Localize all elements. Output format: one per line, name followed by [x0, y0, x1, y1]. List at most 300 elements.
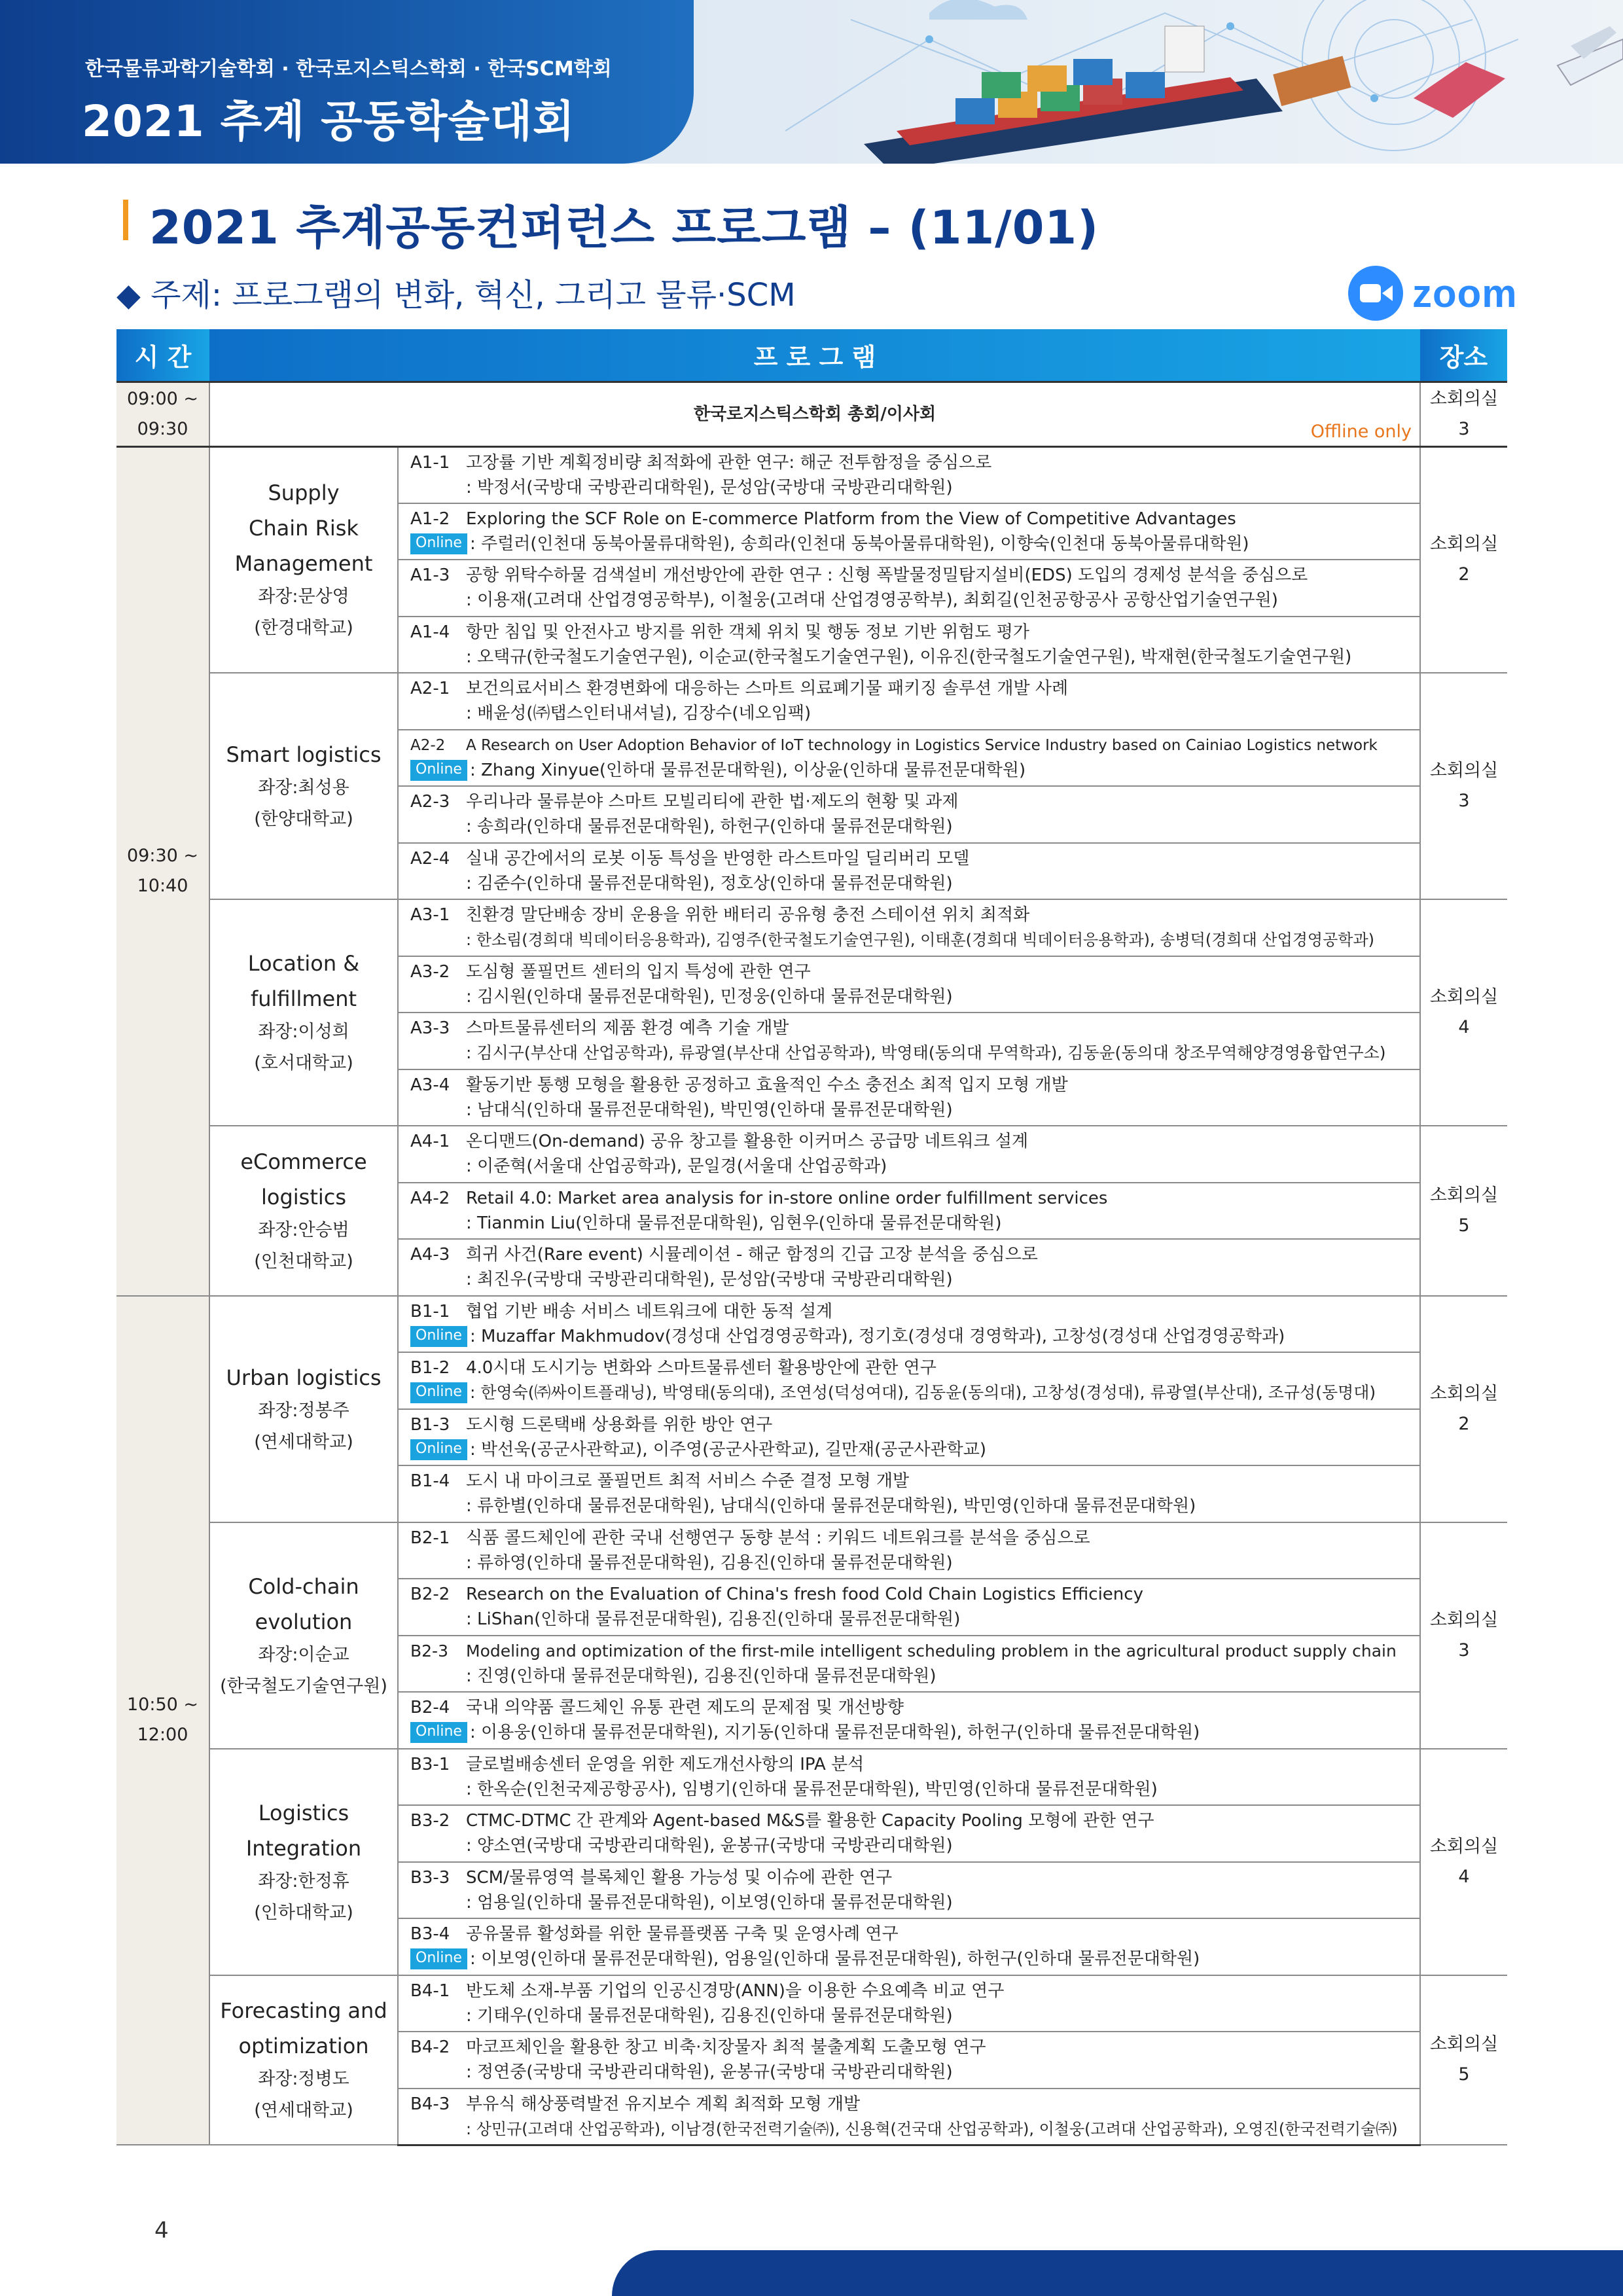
paper-title-line — [410, 1355, 1412, 1380]
paper-title: 실내 공간에서의 로봇 이동 특성을 반영한 라스트마일 딜리버리 모델 — [466, 848, 970, 869]
room-text: 소회의실 — [1429, 1185, 1499, 1206]
author-indent — [410, 1098, 466, 1122]
paper-title-line — [410, 1865, 1412, 1890]
author-indent — [410, 645, 466, 670]
paper-code: B1-3 — [410, 1414, 450, 1435]
author-indent — [410, 1664, 466, 1689]
paper-authors-line — [410, 1267, 1412, 1292]
paper-title: 항만 침입 및 안전사고 방지를 위한 객체 위치 및 행동 정보 기반 위험도 평가 — [466, 622, 1029, 642]
author-indent — [410, 1154, 466, 1179]
author-indent — [410, 1607, 466, 1632]
room-text: 4 — [1458, 1017, 1470, 1037]
paper-authors-line — [410, 531, 1412, 556]
paper-cell — [398, 560, 1420, 617]
paper-cell — [398, 1126, 1420, 1183]
paper-code: A2-1 — [410, 679, 450, 699]
paper-code: A1-4 — [410, 622, 450, 642]
paper-title: Modeling and optimization of the first-mile intelligent scheduling problem in the agricultural product supply chain — [466, 1641, 1397, 1660]
paper-code: A1-2 — [410, 509, 450, 529]
paper-code: B1-2 — [410, 1358, 450, 1378]
paper-title: 마코프체인을 활용한 창고 비축·치장물자 최적 불출계획 도출모형 연구 — [466, 2037, 986, 2058]
paper-code: B4-3 — [410, 2094, 450, 2114]
session-chair: (호서대학교) — [254, 1053, 353, 1073]
table-row — [116, 1296, 1507, 1353]
room-cell — [1420, 1126, 1507, 1296]
paper-cell — [398, 2032, 1420, 2089]
paper-authors: : 이준혁(서울대 산업공학과), 문일경(서울대 산업공학과) — [466, 1157, 887, 1177]
paper-cell — [398, 673, 1420, 730]
session-chair: 좌장:이순교 — [258, 1644, 349, 1665]
paper-authors-line — [410, 1890, 1412, 1915]
session-name: Chain Risk — [249, 516, 359, 541]
room-text: 소회의실 — [1429, 1609, 1499, 1630]
paper-authors: : 박정서(국방대 국방관리대학원), 문성암(국방대 국방관리대학원) — [466, 477, 953, 497]
session-name: Integration — [245, 1835, 362, 1861]
session-cell — [209, 446, 398, 673]
paper-authors-line — [410, 2003, 1412, 2028]
conference-title: 2021 추계 공동학술대회 — [82, 96, 575, 147]
paper-authors: : 김시구(부산대 산업공학과), 류광열(부산대 산업공학과), 박영태(동의대 무역학과), 김동윤(동의대 창조무역해양경영융합연구소) — [466, 1043, 1386, 1063]
paper-title: 공유물류 활성화를 위한 물류플랫폼 구축 및 운영사례 연구 — [466, 1924, 899, 1945]
paper-authors-line — [410, 1946, 1412, 1971]
paper-code: A3-3 — [410, 1018, 450, 1039]
session-name: Location & — [247, 951, 360, 976]
table-header-row — [116, 329, 1507, 382]
time-text: 09:30 — [137, 418, 188, 439]
paper-authors: : Muzaffar Makhmudov(경성대 산업경영공학과), 정기호(경성대 경영학과), 고창성(경성대 산업경영공학과) — [469, 1326, 1285, 1346]
paper-title-line — [410, 507, 1412, 531]
paper-cell — [398, 1692, 1420, 1749]
paper-authors: : LiShan(인하대 물류전문대학원), 김용진(인하대 물류전문대학원) — [466, 1609, 961, 1630]
paper-authors-line — [410, 927, 1412, 952]
author-indent — [410, 475, 466, 500]
paper-authors-line — [410, 1494, 1412, 1518]
table-row — [116, 1126, 1507, 1183]
paper-cell — [398, 1013, 1420, 1069]
header-room: 장소 — [1420, 329, 1507, 382]
paper-authors-line — [410, 2117, 1412, 2142]
paper-title: 공항 위탁수하물 검색설비 개선방안에 관한 연구 : 신형 폭발물정밀탐지설비(EDS) 도입의 경제성 분석을 중심으로 — [466, 565, 1308, 586]
session-chair: (인천대학교) — [254, 1251, 353, 1272]
session-cell — [209, 673, 398, 899]
zoom-camera-icon — [1348, 266, 1403, 321]
paper-cell — [398, 1296, 1420, 1353]
room-text: 소회의실 — [1429, 987, 1499, 1007]
time-text: 09:30 ~ — [126, 846, 198, 866]
paper-authors: : 이용재(고려대 산업경영공학부), 이철웅(고려대 산업경영공학부), 최회길(인천공항공사 공항산업기술연구원) — [466, 590, 1278, 611]
paper-cell — [398, 730, 1420, 787]
paper-cell — [398, 1409, 1420, 1466]
session-chair: (한국철도기술연구원) — [220, 1676, 387, 1696]
paper-title: A Research on User Adoption Behavior of IoT technology in Logistics Service Industry based on Cainiao Logistics network — [466, 736, 1378, 754]
paper-cell — [398, 786, 1420, 843]
paper-title-line — [410, 450, 1412, 475]
paper-title-line — [410, 1752, 1412, 1777]
paper-authors: : 정연중(국방대 국방관리대학원), 윤봉규(국방대 국방관리대학원) — [466, 2062, 953, 2083]
author-indent — [410, 1211, 466, 1236]
time-cell — [116, 1296, 209, 2145]
paper-authors-line — [410, 2060, 1412, 2085]
paper-authors-line — [410, 1551, 1412, 1575]
room-text: 5 — [1458, 1215, 1470, 1236]
author-indent — [410, 2060, 466, 2085]
room-cell — [1420, 673, 1507, 899]
session-chair: (한경대학교) — [254, 618, 353, 639]
session-chair: 좌장:정병도 — [258, 2069, 349, 2090]
session-name: Cold-chain — [248, 1573, 359, 1599]
paper-title: 도심형 풀필먼트 센터의 입지 특성에 관한 연구 — [466, 961, 811, 982]
online-badge: Online — [410, 760, 467, 781]
paper-code: A1-1 — [410, 452, 450, 473]
room-text: 소회의실 — [1429, 761, 1499, 781]
paper-title: 온디맨드(On-demand) 공유 창고를 활용한 이커머스 공급망 네트워크 설계 — [466, 1132, 1029, 1152]
session-chair: (연세대학교) — [254, 2100, 353, 2121]
paper-title: CTMC-DTMC 간 관계와 Agent-based M&S를 활용한 Capacity Pooling 모형에 관한 연구 — [466, 1811, 1154, 1831]
time-text: 10:40 — [137, 876, 188, 896]
table-row — [116, 1975, 1507, 2032]
session-cell — [209, 1975, 398, 2145]
paper-code: B2-2 — [410, 1585, 450, 1605]
paper-authors: : Zhang Xinyue(인하대 물류전문대학원), 이상윤(인하대 물류전문대학원) — [469, 760, 1026, 780]
room-text: 3 — [1458, 791, 1470, 811]
time-text: 12:00 — [137, 1725, 188, 1746]
paper-title-line — [410, 1129, 1412, 1154]
paper-code: A2-4 — [410, 848, 450, 869]
session-chair: 좌장:한정휴 — [258, 1871, 349, 1892]
author-indent — [410, 1041, 466, 1066]
paper-cell — [398, 1918, 1420, 1975]
author-indent — [410, 984, 466, 1009]
paper-title-line — [410, 1412, 1412, 1437]
session-name: fulfillment — [250, 986, 357, 1011]
paper-authors: : 한옥순(인천국제공항공사), 임병기(인하대 물류전문대학원), 박민영(인하대 물류전문대학원) — [466, 1779, 1158, 1799]
session-name: Forecasting and — [220, 1998, 387, 2024]
paper-authors-line — [410, 814, 1412, 839]
paper-title-line — [410, 1186, 1412, 1211]
paper-authors-line — [410, 1607, 1412, 1632]
paper-authors: : 주럴러(인천대 동북아물류대학원), 송희라(인천대 동북아물류대학원), 이향숙(인천대 동북아물류대학원) — [469, 533, 1249, 554]
paper-code: B1-1 — [410, 1301, 450, 1321]
paper-authors: : 류하영(인하대 물류전문대학원), 김용진(인하대 물류전문대학원) — [466, 1552, 953, 1573]
room-cell — [1420, 899, 1507, 1126]
session-cell — [209, 1296, 398, 1522]
paper-code: B4-2 — [410, 2037, 450, 2058]
paper-title-line — [410, 1922, 1412, 1946]
table-row — [116, 673, 1507, 730]
paper-authors-line — [410, 1324, 1412, 1349]
paper-code: A2-3 — [410, 792, 450, 812]
header-time: 시 간 — [116, 329, 209, 382]
session-name: eCommerce — [240, 1149, 367, 1174]
paper-title-line — [410, 846, 1412, 871]
room-text: 3 — [1458, 1640, 1470, 1660]
paper-title: 고장률 기반 계획정비량 최적화에 관한 연구: 해군 전투함정을 중심으로 — [466, 452, 992, 473]
paper-title: 반도체 소재-부품 기업의 인공신경망(ANN)을 이용한 수요예측 비교 연구 — [466, 1981, 1005, 2001]
paper-authors-line — [410, 984, 1412, 1009]
paper-title-line — [410, 903, 1412, 927]
author-indent — [410, 2003, 466, 2028]
paper-code: B3-2 — [410, 1811, 450, 1831]
paper-authors: : 양소연(국방대 국방관리대학원), 윤봉규(국방대 국방관리대학원) — [466, 1836, 953, 1856]
online-badge: Online — [410, 1382, 467, 1403]
header-program: 프 로 그 램 — [209, 329, 1420, 382]
paper-title-line — [410, 676, 1412, 701]
session-chair: (한양대학교) — [254, 809, 353, 829]
paper-title-line — [410, 1639, 1412, 1664]
paper-title-line — [410, 1016, 1412, 1041]
paper-title-line — [410, 1526, 1412, 1551]
page-header — [0, 0, 1623, 164]
paper-cell — [398, 617, 1420, 673]
session-chair: 좌장:정봉주 — [258, 1400, 349, 1421]
session-cell — [209, 1522, 398, 1749]
paper-code: A1-3 — [410, 565, 450, 586]
paper-title: 국내 의약품 콜드체인 유통 관련 제도의 문제점 및 개선방향 — [466, 1698, 904, 1718]
room-text: 소회의실 — [1429, 388, 1499, 409]
paper-code: B3-1 — [410, 1754, 450, 1774]
paper-title: 우리나라 물류분야 스마트 모빌리티에 관한 법·제도의 현황 및 과제 — [466, 792, 959, 812]
room-text: 2 — [1458, 564, 1470, 585]
paper-authors: : 김시원(인하대 물류전문대학원), 민정웅(인하대 물류전문대학원) — [466, 986, 953, 1007]
online-badge: Online — [410, 1948, 467, 1969]
paper-authors: : 송희라(인하대 물류전문대학원), 하헌구(인하대 물류전문대학원) — [466, 817, 953, 837]
paper-cell — [398, 1579, 1420, 1636]
author-indent — [410, 871, 466, 896]
paper-code: A4-2 — [410, 1188, 450, 1208]
paper-cell — [398, 1805, 1420, 1862]
paper-title-line — [410, 789, 1412, 814]
paper-title-line — [410, 1073, 1412, 1098]
paper-title-line — [410, 1808, 1412, 1833]
online-badge: Online — [410, 1439, 467, 1460]
zoom-logo — [1348, 266, 1518, 321]
table-row — [116, 1522, 1507, 1579]
paper-code: A2-2 — [410, 736, 446, 754]
paper-authors-line — [410, 1777, 1412, 1802]
paper-authors-line — [410, 1211, 1412, 1236]
paper-authors-line — [410, 758, 1412, 783]
session-name: Smart logistics — [226, 742, 382, 767]
offline-only-note: Offline only — [1310, 421, 1412, 442]
paper-title: SCM/물류영역 블록체인 활용 가능성 및 이슈에 관한 연구 — [466, 1867, 893, 1888]
paper-authors: : 남대식(인하대 물류전문대학원), 박민영(인하대 물류전문대학원) — [466, 1100, 953, 1120]
room-cell — [1420, 1975, 1507, 2145]
paper-authors: : 최진우(국방대 국방관리대학원), 문성암(국방대 국방관리대학원) — [466, 1270, 953, 1290]
room-cell — [1420, 382, 1507, 446]
paper-cell — [398, 1465, 1420, 1522]
room-text: 소회의실 — [1429, 1383, 1499, 1404]
session-chair: 좌장:안승범 — [258, 1219, 349, 1240]
paper-authors: : 엄용일(인하대 물류전문대학원), 이보영(인하대 물류전문대학원) — [466, 1892, 953, 1912]
paper-cell — [398, 1862, 1420, 1919]
paper-code: A3-1 — [410, 905, 450, 925]
paper-title-line — [410, 1979, 1412, 2003]
table-row — [116, 899, 1507, 956]
time-text: 09:00 ~ — [126, 388, 198, 409]
paper-authors: : 상민규(고려대 산업공학과), 이남경(한국전력기술㈜), 신용혁(건국대 산업공학과), 이철웅(고려대 산업공학과), 오영진(한국전력기술㈜) — [466, 2119, 1398, 2138]
session-chair: (연세대학교) — [254, 1431, 353, 1452]
paper-title: 도시형 드론택배 상용화를 위한 방안 연구 — [466, 1414, 773, 1435]
author-indent — [410, 1494, 466, 1518]
footer-band — [612, 2250, 1623, 2296]
paper-title-line — [410, 563, 1412, 588]
session-name: Management — [234, 551, 373, 577]
paper-cell — [398, 503, 1420, 560]
table-row — [116, 1749, 1507, 1806]
paper-code: B1-4 — [410, 1471, 450, 1492]
paper-title-line — [410, 2092, 1412, 2117]
paper-title: Exploring the SCF Role on E-commerce Platform from the View of Competitive Advantages — [466, 509, 1236, 529]
paper-authors: : 류한별(인하대 물류전문대학원), 남대식(인하대 물류전문대학원), 박민영(인하대 물류전문대학원) — [466, 1496, 1196, 1516]
author-indent — [410, 1890, 466, 1915]
paper-code: A3-4 — [410, 1075, 450, 1095]
paper-title: 친환경 말단배송 장비 운용을 위한 배터리 공유형 충전 스테이션 위치 최적화 — [466, 905, 1030, 925]
paper-title: Research on the Evaluation of China's fresh food Cold Chain Logistics Efficiency — [466, 1585, 1143, 1605]
program-title-text: 2021 추계공동컨퍼런스 프로그램 – (11/01) — [149, 201, 1099, 255]
paper-authors-line — [410, 1720, 1412, 1745]
paper-title: 도시 내 마이크로 풀필먼트 최적 서비스 수준 결정 모형 개발 — [466, 1471, 910, 1492]
paper-code: B3-3 — [410, 1867, 450, 1888]
session-chair: 좌장:최성용 — [258, 778, 349, 798]
paper-cell — [398, 1352, 1420, 1409]
paper-code: B3-4 — [410, 1924, 450, 1945]
author-indent — [410, 701, 466, 726]
program-title — [123, 191, 1099, 257]
paper-title: 글로벌배송센터 운영을 위한 제도개선사항의 IPA 분석 — [466, 1754, 865, 1774]
paper-code: A3-2 — [410, 961, 450, 982]
time-text: 10:50 ~ — [126, 1695, 198, 1715]
paper-authors: : 배윤성(㈜탭스인터내셔널), 김장수(네오임팩) — [466, 704, 812, 724]
session-chair: (인하대학교) — [254, 1902, 353, 1923]
paper-title: 스마트물류센터의 제품 환경 예측 기술 개발 — [466, 1018, 789, 1039]
room-cell — [1420, 1522, 1507, 1749]
paper-cell — [398, 899, 1420, 956]
paper-title: Retail 4.0: Market area analysis for in-store online order fulfillment services — [466, 1188, 1108, 1208]
paper-title-line — [410, 1582, 1412, 1607]
session-name: logistics — [260, 1184, 347, 1210]
paper-authors: : 김준수(인하대 물류전문대학원), 정호상(인하대 물류전문대학원) — [466, 873, 953, 893]
paper-authors-line — [410, 1041, 1412, 1066]
program-theme: ◆ 주제: 프로그램의 변화, 혁신, 그리고 물류·SCM — [116, 277, 796, 314]
time-cell — [116, 382, 209, 446]
room-cell — [1420, 446, 1507, 673]
program-table — [116, 329, 1507, 2146]
author-indent — [410, 1267, 466, 1292]
paper-title-line — [410, 733, 1412, 758]
paper-cell — [398, 1239, 1420, 1296]
room-text: 소회의실 — [1429, 534, 1499, 555]
paper-authors-line — [410, 588, 1412, 613]
paper-authors-line — [410, 1437, 1412, 1462]
paper-authors: : 한소림(경희대 빅데이터응용학과), 김영주(한국철도기술연구원), 이태훈(경희대 빅데이터응용학과), 송병덕(경희대 산업경영공학과) — [466, 931, 1375, 950]
session-name: Urban logistics — [226, 1365, 382, 1390]
author-indent — [410, 1833, 466, 1858]
paper-title: 보건의료서비스 환경변화에 대응하는 스마트 의료폐기물 패키징 솔루션 개발 사례 — [466, 679, 1069, 699]
paper-code: B2-1 — [410, 1528, 450, 1548]
paper-authors-line — [410, 1833, 1412, 1858]
paper-authors-line — [410, 1380, 1412, 1405]
program-table-body — [116, 382, 1507, 2145]
author-indent — [410, 588, 466, 613]
paper-title: 협업 기반 배송 서비스 네트워크에 대한 동적 설계 — [466, 1301, 833, 1321]
paper-authors-line — [410, 1664, 1412, 1689]
time-cell — [116, 446, 209, 1296]
paper-title-line — [410, 1695, 1412, 1720]
online-badge: Online — [410, 1722, 467, 1743]
table-row — [116, 446, 1507, 503]
paper-code: B2-3 — [410, 1641, 448, 1660]
room-text: 소회의실 — [1429, 2034, 1499, 2055]
paper-title-line — [410, 1469, 1412, 1494]
author-indent — [410, 2117, 466, 2142]
paper-code: A4-1 — [410, 1132, 450, 1152]
paper-authors-line — [410, 645, 1412, 670]
paper-title: 4.0시대 도시기능 변화와 스마트물류센터 활용방안에 관한 연구 — [466, 1358, 936, 1378]
paper-authors: : 박선욱(공군사관학교), 이주영(공군사관학교), 길만재(공군사관학교) — [469, 1439, 987, 1460]
paper-code: B2-4 — [410, 1698, 450, 1718]
paper-authors-line — [410, 1154, 1412, 1179]
paper-authors: : 이용웅(인하대 물류전문대학원), 지기동(인하대 물류전문대학원), 하헌구(인하대 물류전문대학원) — [469, 1723, 1200, 1743]
session-name: Supply — [268, 480, 340, 506]
paper-cell — [398, 1183, 1420, 1240]
page-number: 4 — [154, 2217, 169, 2244]
paper-cell — [398, 1522, 1420, 1579]
room-text: 5 — [1458, 2064, 1470, 2085]
conference-organizers: 한국물류과학기술학회 · 한국로지스틱스학회 · 한국SCM학회 — [85, 58, 612, 81]
paper-authors: : 이보영(인하대 물류전문대학원), 엄용일(인하대 물류전문대학원), 하헌구(인하대 물류전문대학원) — [469, 1949, 1200, 1969]
session-chair: 좌장:이성희 — [258, 1022, 349, 1042]
paper-cell — [398, 1975, 1420, 2032]
paper-cell — [398, 1749, 1420, 1806]
paper-title: 활동기반 통행 모형을 활용한 공정하고 효율적인 수소 충전소 최적 입지 모형 개발 — [466, 1075, 1068, 1095]
zoom-wordmark: zoom — [1412, 271, 1518, 315]
author-indent — [410, 927, 466, 952]
paper-authors-line — [410, 701, 1412, 726]
author-indent — [410, 1777, 466, 1802]
paper-cell — [398, 956, 1420, 1013]
author-indent — [410, 814, 466, 839]
logistics-illustration — [589, 0, 1623, 164]
session-name: evolution — [255, 1609, 353, 1634]
paper-cell — [398, 843, 1420, 900]
session-name: optimization — [238, 2034, 369, 2059]
paper-cell — [398, 1069, 1420, 1126]
room-text: 3 — [1458, 418, 1470, 439]
paper-title: 식품 콜드체인에 관한 국내 선행연구 동향 분석 : 키워드 네트워크를 분석을 중심으로 — [466, 1528, 1090, 1548]
paper-authors: : 오택규(한국철도기술연구원), 이순교(한국철도기술연구원), 이유진(한국철도기술연구원), 박재현(한국철도기술연구원) — [466, 647, 1352, 667]
table-row-opening — [116, 382, 1507, 446]
paper-title: 희귀 사건(Rare event) 시뮬레이션 - 해군 함정의 긴급 고장 분석을 중심으로 — [466, 1245, 1038, 1265]
paper-title-line — [410, 2035, 1412, 2060]
room-text: 2 — [1458, 1413, 1470, 1434]
paper-authors-line — [410, 475, 1412, 500]
room-text: 소회의실 — [1429, 1836, 1499, 1857]
paper-title-line — [410, 960, 1412, 984]
paper-title: 부유식 해상풍력발전 유지보수 계획 최적화 모형 개발 — [466, 2094, 861, 2114]
online-badge: Online — [410, 1326, 467, 1347]
session-cell — [209, 1126, 398, 1296]
paper-code: A4-3 — [410, 1245, 450, 1265]
paper-cell — [398, 446, 1420, 503]
room-cell — [1420, 1296, 1507, 1522]
paper-authors: : 한영숙(㈜싸이트플래닝), 박영태(동의대), 조연성(덕성여대), 김동윤(동의대), 고창성(경성대), 류광열(부산대), 조규성(동명대) — [469, 1383, 1376, 1403]
paper-title-line — [410, 620, 1412, 645]
session-name: Logistics — [258, 1800, 349, 1825]
paper-authors: : Tianmin Liu(인하대 물류전문대학원), 임현우(인하대 물류전문대학원) — [466, 1213, 1002, 1233]
paper-cell — [398, 1636, 1420, 1693]
room-cell — [1420, 1749, 1507, 1975]
paper-authors-line — [410, 871, 1412, 896]
